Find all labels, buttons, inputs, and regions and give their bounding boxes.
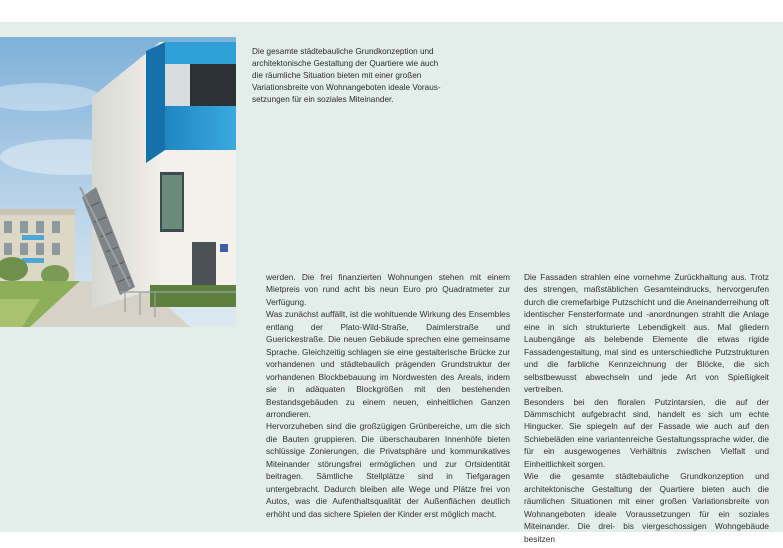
paragraph: werden. Die frei finanzierten Wohnungen stehen mit einem Mietpreis von rund acht bis neun Euro pro Quadratmeter zur Verfügung. <box>266 272 510 307</box>
paragraph: Hervorzuheben sind die großzügigen Grünbereiche, um die sich die Bauten gruppieren. Die überschaubaren Innenhöfe bieten schlüssige Zonierungen, die Privatsphäre und kommunikatives Miteinander störungsfrei ermöglichen und zur Ortsidentität beitragen. Sämtliche Stellplätze sind in Tiefgaragen untergebracht. Dadurch bleiben alle Wege und Plätze frei von Autos, was die Aufenthaltsqualität der Außenflächen deutlich erhöht und das sichere Spielen der Kinder erst möglich macht. <box>266 421 510 519</box>
photo-caption <box>252 46 448 106</box>
text-column-right <box>524 271 769 545</box>
paragraph: Die Fassaden strahlen eine vornehme Zurückhaltung aus. Trotz des strengen, maßstäblichen Gesamteindrucks, hervorgerufen durch die cremefarbige Putzschicht und die Aneinanderreihung oft identischer Fensterformate und -anordnungen strahlt die Anlage eine in sich strukturierte Lebendigkeit aus. Mal gliedern Laubengänge als belebende Elemente die etwas rigide Fassadengestaltung, mal sind es unterschiedliche Putzstrukturen und die farbliche Kennzeichnung der Blöcke, die sich selbstbewusst abwechseln und jede Art von Spießigkeit vertreiben. <box>524 272 769 395</box>
caption-line: Variationsbreite von Wohnangeboten ideale Voraus- <box>252 82 441 92</box>
paragraph: Besonders bei den floralen Putzintarsien, die auf der Dämmschicht aufgebracht sind, handelt es sich um echte Hingucker. Sie spiegeln auf der Fassade wie auch auf den Schiebeläden eine variantenreiche Gestaltungssprache wider, die für ein ausgewogenes Verhältnis zwischen Vielfalt und Einheitlichkeit sorgen. <box>524 396 769 469</box>
building-photo <box>0 37 236 327</box>
paragraph: Was zunächst auffällt, ist die wohltuende Wirkung des Ensembles entlang der Plato-Wild-Straße, Daimlerstraße und Guerickestraße. Die neuen Gebäude sprechen eine gemeinsame Sprache. Gleichzeitig schlagen sie eine gestalterische Brücke zur vorhandenen und städtebaulich prägenden Grundstruktur der vorhandenen Blockbebauung im Nordwesten des Areals, indem sie in adäquaten Blockgrößen mit den bestehenden Bestandsgebäuden zu einem neuen, einheitlichen Ganzen arrondieren. <box>266 309 510 419</box>
caption-line: architektonische Gestaltung der Quartiere wie auch <box>252 58 439 68</box>
caption-line: Die gesamte städtebauliche Grundkonzeption und <box>252 47 434 56</box>
caption-line: die räumliche Situation bieten mit einer großen <box>252 70 422 80</box>
paragraph: Wie die gesamte städtebauliche Grundkonzeption und architektonische Gestaltung der Quartiere bieten auch die räumlichen Situationen mit einer großen Variationsbreite von Wohnangeboten ideale Voraussetzungen für ein soziales Miteinander. Die drei- bis viergeschossigen Wohngebäude besitzen <box>524 471 769 544</box>
caption-line: setzungen für ein soziales Miteinander. <box>252 94 394 104</box>
text-column-left <box>266 271 510 520</box>
